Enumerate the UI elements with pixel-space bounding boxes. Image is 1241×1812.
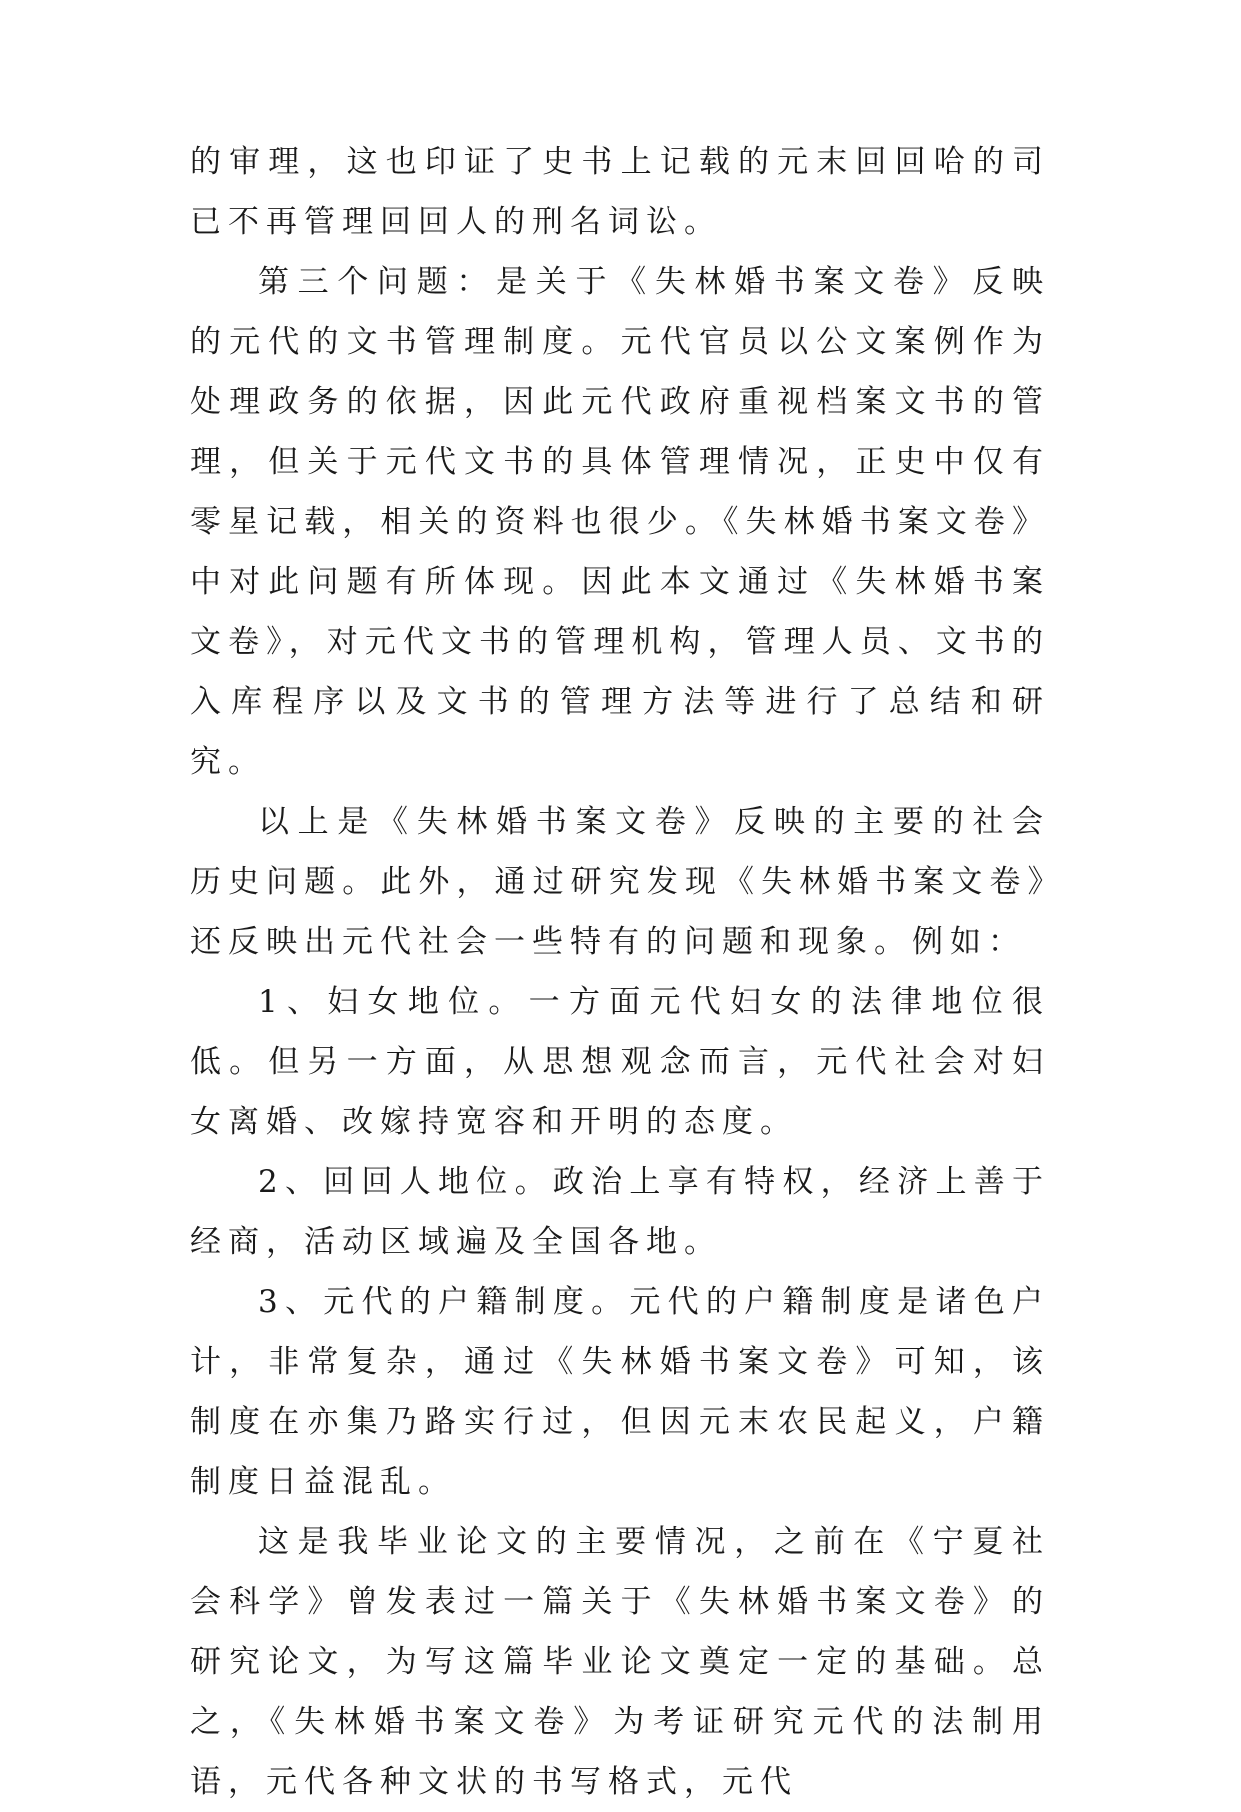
paragraph-item-household-system: 3、元代的户籍制度。元代的户籍制度是诸色户计，非常复杂，通过《失林婚书案文卷》可知，该制度在亦集乃路实行过，但因元末农民起义，户籍制度日益混乱。 — [190, 1284, 1050, 1500]
paragraph-item-women-status: 1、妇女地位。一方面元代妇女的法律地位很低。但另一方面，从思想观念而言，元代社会对妇女离婚、改嫁持宽容和开明的态度。 — [190, 984, 1050, 1140]
paragraph-third-question: 第三个问题：是关于《失林婚书案文卷》反映的元代的文书管理制度。元代官员以公文案例作为处理政务的依据，因此元代政府重视档案文书的管理，但关于元代文书的具体管理情况，正史中仅有零星记载，相关的资料也很少。《失林婚书案文卷》中对此问题有所体现。因此本文通过《失林婚书案文卷》，对元代文书的管理机构，管理人员、文书的入库程序以及文书的管理方法等进行了总结和研究。 — [190, 264, 1050, 780]
paragraph-item-huihui-status: 2、回回人地位。政治上享有特权，经济上善于经商，活动区域遍及全国各地。 — [190, 1164, 1050, 1260]
document-body — [190, 132, 1050, 1812]
paragraph-continuation: 的审理，这也印证了史书上记载的元末回回哈的司已不再管理回回人的刑名词讼。 — [190, 144, 1050, 240]
paragraph-conclusion: 这是我毕业论文的主要情况，之前在《宁夏社会科学》曾发表过一篇关于《失林婚书案文卷》的研究论文，为写这篇毕业论文奠定一定的基础。总之，《失林婚书案文卷》为考证研究元代的法制用语，元代各种文状的书写格式，元代 — [190, 1524, 1050, 1800]
paragraph-summary: 以上是《失林婚书案文卷》反映的主要的社会历史问题。此外，通过研究发现《失林婚书案文卷》还反映出元代社会一些特有的问题和现象。例如： — [190, 804, 1050, 960]
